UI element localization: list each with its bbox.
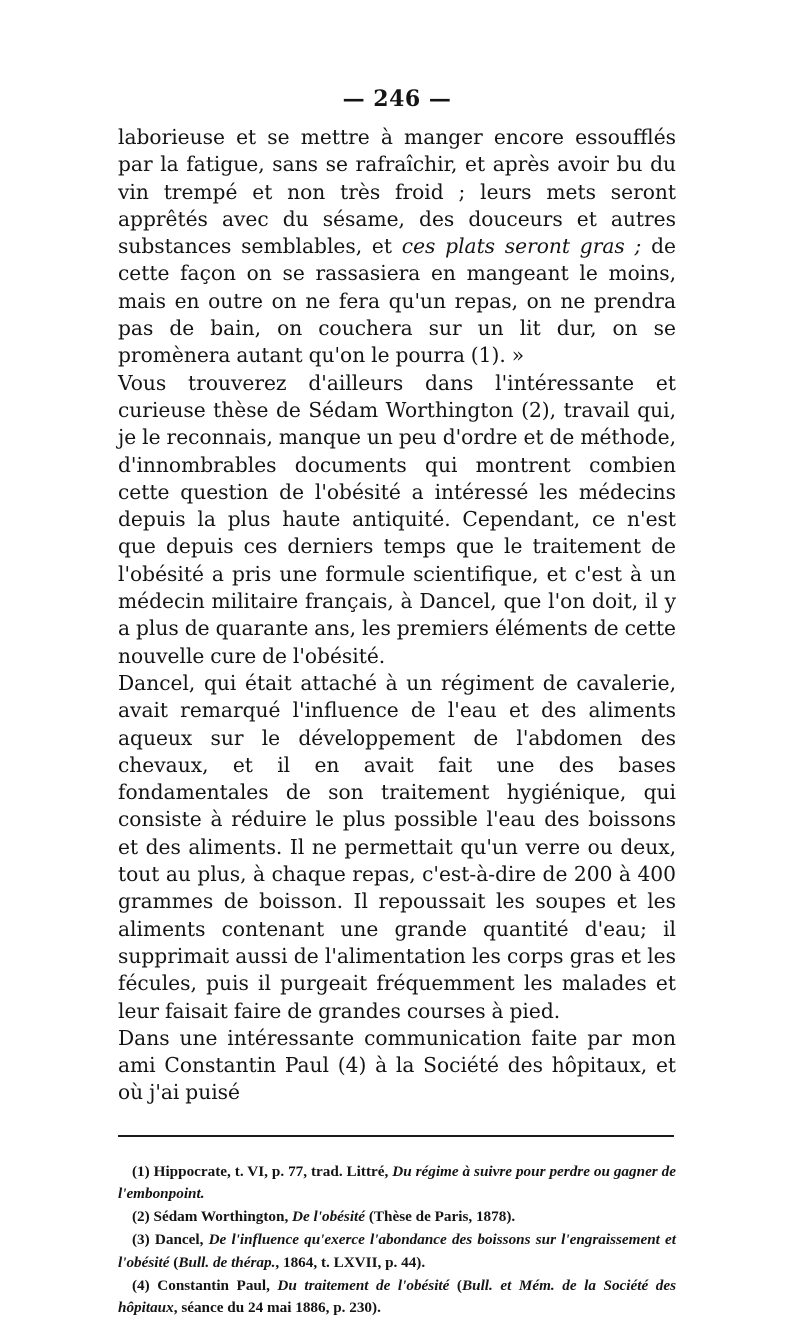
footnote-2-title: De l'obésité <box>292 1208 366 1226</box>
main-text <box>118 124 676 1107</box>
footnote-3-text: (3) Dancel, <box>132 1231 209 1249</box>
footnote-1-text: (1) Hippocrate, t. VI, p. 77, trad. Littré, <box>132 1162 393 1180</box>
footnote-2-text: (2) Sédam Worthington, <box>132 1208 293 1226</box>
paragraph-1-part-2: de cette façon on se rassasiera en mangeant le moins, mais en outre on ne fera qu'un repas, on ne prendra pas de bain, on couchera sur un lit dur, on se promènera autant qu'on le pourra (1). » <box>118 234 677 368</box>
footnote-3 <box>118 1229 676 1273</box>
footnotes <box>118 1161 676 1319</box>
footnote-divider <box>118 1135 674 1137</box>
footnote-3-mid: ( <box>169 1253 179 1271</box>
footnote-3-title: De l'influence qu'exerce l'abondance des boissons sur l'engraissement et l'obésité <box>118 1231 676 1271</box>
paragraph-2: Vous trouverez d'ailleurs dans l'intéressante et curieuse thèse de Sédam Worthington (2), travail qui, je le reconnais, manque un peu d'ordre et de méthode, d'innombrables documents qui montrent combien cette question de l'obésité a intéressé les médecins depuis la plus haute antiquité. Cependant, ce n'est que depuis ces derniers temps que le traitement de l'obésité a pris une formule scientifique, et c'est à un médecin militaire français, à Dancel, que l'on doit, il y a plus de quarante ans, les premiers éléments de cette nouvelle cure de l'obésité. <box>118 370 676 668</box>
footnote-4-mid: ( <box>449 1276 462 1294</box>
footnote-2-end: (Thèse de Paris, 1878). <box>365 1208 516 1226</box>
footnote-4-title: Du traitement de l'obésité <box>277 1276 450 1294</box>
paragraph-1-part-1: laborieuse et se mettre à manger encore essoufflés par la fatigue, sans se rafraîchir, et après avoir bu du vin trempé et non très froid ; leurs mets seront apprêtés avec du sésame, des douceurs et autres substances semblables, et <box>118 125 676 259</box>
page-number: — 246 — <box>342 86 452 112</box>
footnote-1-title: Du régime à suivre pour perdre ou gagner de l'embonpoint. <box>118 1162 676 1202</box>
footnote-4-end: , séance du 24 mai 1886, p. 230). <box>173 1298 381 1316</box>
footnote-2 <box>118 1206 676 1228</box>
paragraph-continuation <box>118 124 676 370</box>
footnote-1 <box>118 1161 676 1205</box>
paragraph-3: Dancel, qui était attaché à un régiment de cavalerie, avait remarqué l'influence de l'eau et des aliments aqueux sur le développement de l'abdomen des chevaux, et il en avait fait une des bases fondamentales de son traitement hygiénique, qui consiste à réduire le plus possible l'eau des boissons et des aliments. Il ne permettait qu'un verre ou deux, tout au plus, à chaque repas, c'est-à-dire de 200 à 400 grammes de boisson. Il repoussait les soupes et les aliments contenant une grande quantité d'eau; il supprimait aussi de l'alimentation les corps gras et les fécules, puis il purgeait fréquemment les malades et leur faisait faire de grandes courses à pied. <box>118 670 676 1023</box>
paragraph-4: Dans une intéressante communication faite par mon ami Constantin Paul (4) à la Société des hôpitaux, et où j'ai puisé <box>118 1025 676 1105</box>
footnote-4 <box>118 1275 676 1319</box>
footnote-4-text: (4) Constantin Paul, <box>132 1276 278 1294</box>
paragraph-1-italic: ces plats seront gras ; <box>401 234 642 259</box>
footnote-3-end: , 1864, t. LXVII, p. 44). <box>275 1253 426 1271</box>
book-page <box>118 84 676 1320</box>
footnote-4-journal: Bull. et Mém. de la Société des hôpitaux <box>118 1276 676 1316</box>
footnote-3-journal: Bull. de thérap. <box>178 1253 276 1271</box>
